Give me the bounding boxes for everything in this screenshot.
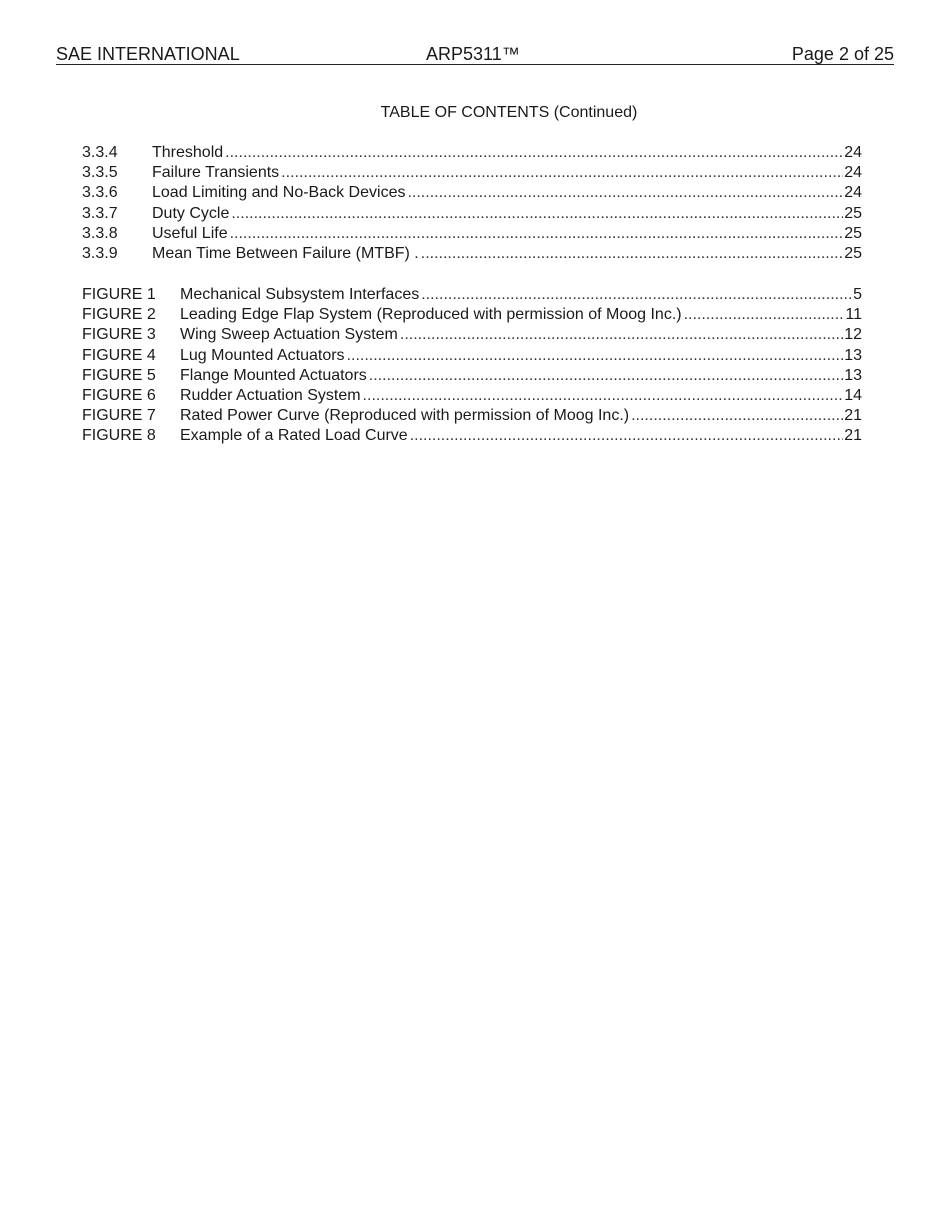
toc-entry-number: 3.3.9 [82,244,118,262]
toc-entry-number: 3.3.5 [82,164,118,182]
toc-dot-leader [631,406,843,426]
toc-figure-number: FIGURE 8 [82,427,156,445]
header-document-id: ARP5311™ [426,44,520,64]
page-header [56,44,894,65]
toc-figure-title: Rated Power Curve (Reproduced with permission of Moog Inc.) [180,407,630,425]
toc-figure-title: Flange Mounted Actuators [180,366,367,384]
toc-entry[interactable] [82,143,862,163]
toc-dot-leader [230,224,844,244]
toc-entry-title: Useful Life [152,224,228,242]
toc-figure-title: Example of a Rated Load Curve [180,427,408,445]
toc-entry-title: Threshold [152,144,224,161]
toc-figure-number: FIGURE 4 [82,346,156,364]
toc-dot-leader [410,426,844,446]
toc-entry-title: Duty Cycle [152,204,230,222]
toc-entry-page: 24 [844,164,862,182]
toc-figure-number: FIGURE 5 [82,366,156,384]
toc-figure-page: 21 [844,427,862,445]
toc-entry-page: 24 [844,184,862,202]
toc-figure-number: FIGURE 2 [82,306,156,324]
toc-entry-page: 25 [844,204,862,222]
toc-figure-number: FIGURE 1 [82,286,156,303]
toc-figure-title: Mechanical Subsystem Interfaces [180,286,420,303]
toc-entry[interactable] [82,244,862,264]
toc-figure-title: Wing Sweep Actuation System [180,326,398,344]
toc-entry-number: 3.3.7 [82,204,118,222]
toc-dot-leader [421,244,843,264]
toc-figure-page: 12 [844,326,862,344]
toc-dot-leader [281,163,843,183]
toc-dot-leader [407,183,843,203]
toc-figure-page: 11 [845,306,862,324]
toc-figure-number: FIGURE 6 [82,386,156,404]
toc-entry-number: 3.3.8 [82,224,118,242]
toc-dot-leader [363,386,844,406]
toc-figure-number: FIGURE 3 [82,326,156,344]
toc-section-list [82,143,862,264]
toc-entry-page: 25 [844,224,862,242]
toc-figure-entry[interactable] [82,386,862,406]
toc-dot-leader [421,285,852,305]
toc-dot-leader [400,325,843,345]
toc-entry-page: 24 [844,144,862,161]
toc-figure-entry[interactable] [82,426,862,446]
header-page-label: Page 2 of 25 [791,44,894,64]
toc-entry[interactable] [82,183,862,203]
toc-entry-title: Mean Time Between Failure (MTBF) . [152,244,419,262]
toc-figure-page: 14 [844,386,862,404]
toc-figure-page: 5 [853,286,862,303]
toc-entry-number: 3.3.6 [82,184,118,202]
toc-figure-page: 13 [844,366,862,384]
toc-figure-entry[interactable] [82,305,862,325]
toc-figure-entry[interactable] [82,406,862,426]
toc-figure-page: 13 [844,346,862,364]
toc-figure-title: Leading Edge Flap System (Reproduced with permission of Moog Inc.) [180,306,682,324]
toc-entry[interactable] [82,163,862,183]
toc-figure-page: 21 [844,407,862,425]
toc-entry-page: 25 [844,244,862,262]
toc-figure-number: FIGURE 7 [82,407,156,425]
toc-figure-title: Lug Mounted Actuators [180,346,345,364]
toc-figure-entry[interactable] [82,366,862,386]
toc-dot-leader [225,143,843,163]
toc-dot-leader [231,204,843,224]
toc-entry[interactable] [82,224,862,244]
toc-entry-number: 3.3.4 [82,144,118,161]
toc-figure-entry[interactable] [82,285,862,305]
toc-figure-entry[interactable] [82,325,862,345]
toc-entry[interactable] [82,204,862,224]
toc-entry-title: Failure Transients [152,164,280,182]
toc-figure-list [82,285,862,447]
toc-figure-entry[interactable] [82,346,862,366]
header-organization: SAE INTERNATIONAL [56,44,240,64]
toc-dot-leader [369,366,843,386]
toc-title: TABLE OF CONTENTS (Continued) [380,104,638,121]
toc-figure-title: Rudder Actuation System [180,386,361,404]
toc-dot-leader [684,305,845,325]
toc-dot-leader [347,346,844,366]
toc-entry-title: Load Limiting and No-Back Devices [152,184,406,202]
